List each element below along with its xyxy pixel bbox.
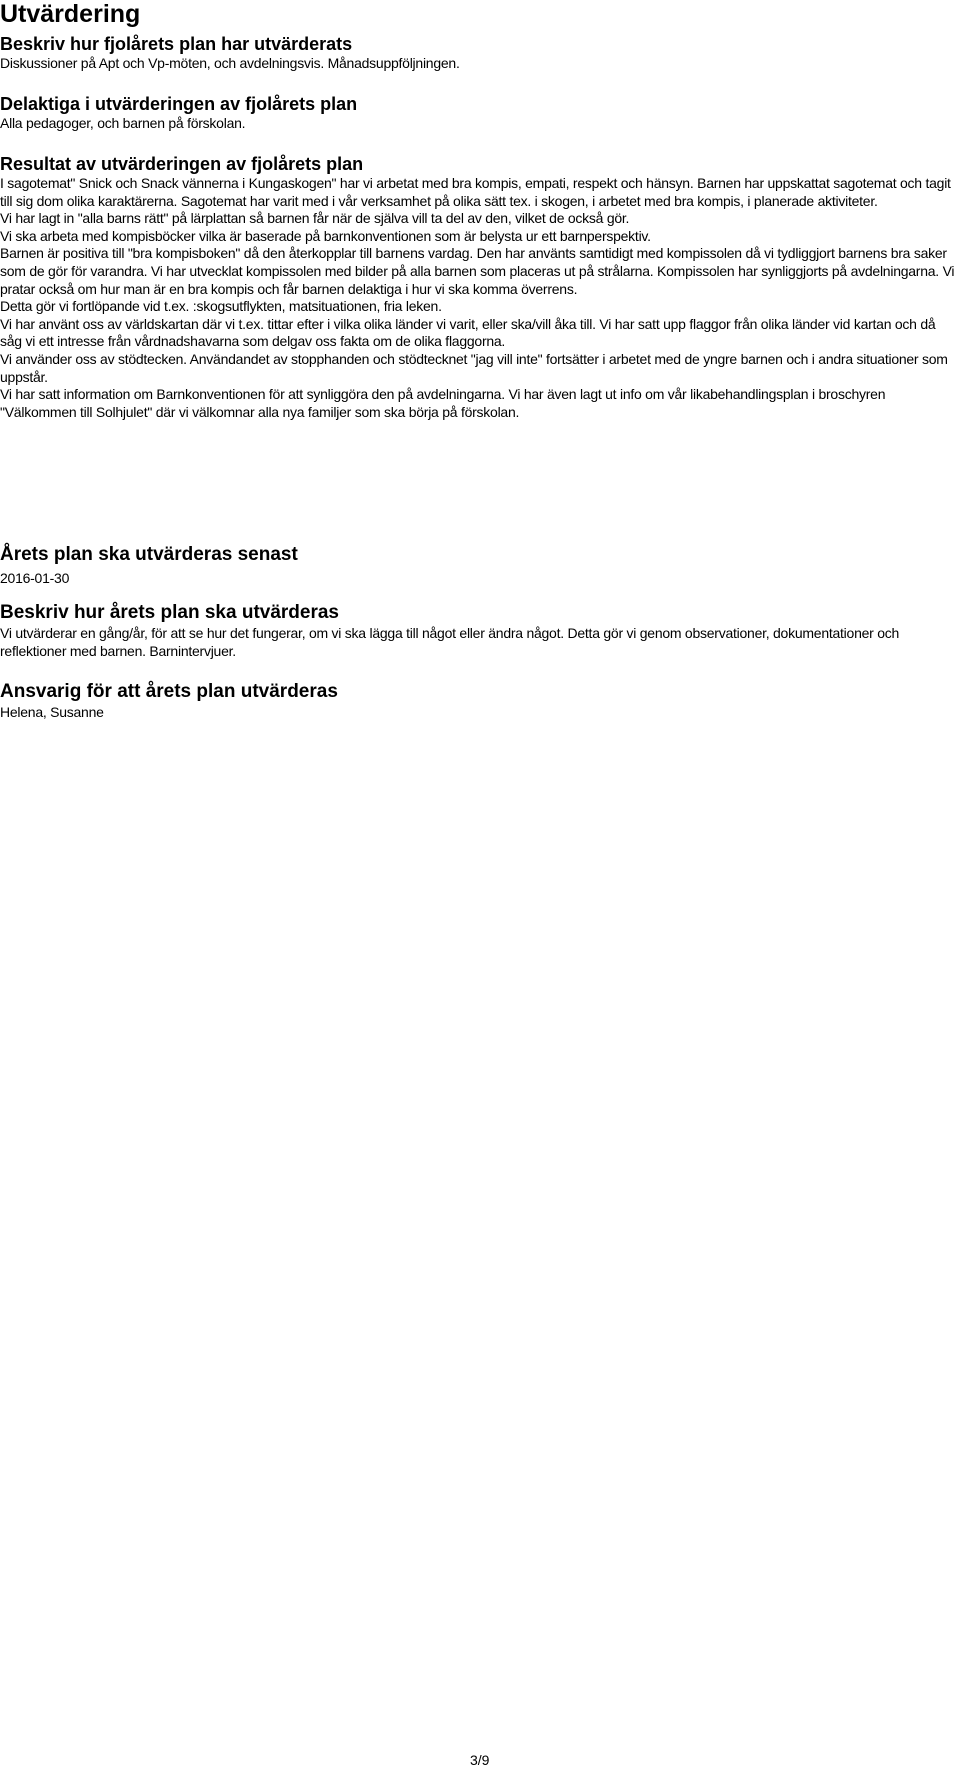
section-heading: Beskriv hur årets plan ska utvärderas bbox=[0, 602, 340, 623]
section-body bbox=[0, 704, 958, 722]
section-body bbox=[0, 175, 958, 421]
section-results bbox=[0, 153, 958, 421]
responsible-names: Helena, Susanne bbox=[0, 704, 104, 720]
paragraph: Vi ska arbeta med kompisböcker vilka är baserade på barnkonventionen som är belysta ur ett barnperspektiv. bbox=[0, 227, 651, 244]
paragraph: Detta gör vi fortlöpande vid t.ex. :skogsutflykten, matsituationen, fria leken. bbox=[0, 298, 442, 315]
section-heading: Ansvarig för att årets plan utvärderas bbox=[0, 681, 338, 702]
paragraph: Vi utvärderar en gång/år, för att se hur det fungerar, om vi ska lägga till något eller ändra något. Detta gör vi genom observationer, dokumentationer och reflektioner med barnen. Barnintervjuer. bbox=[0, 625, 900, 659]
section-body bbox=[0, 115, 958, 133]
section-body bbox=[0, 625, 958, 660]
section-body bbox=[0, 55, 958, 73]
paragraph: Alla pedagoger, och barnen på förskolan. bbox=[0, 115, 246, 131]
paragraph: Vi har lagt in "alla barns rätt" på lärplattan så barnen får när de själva vill ta del av den, vilket de också gör. bbox=[0, 210, 630, 227]
paragraph: Diskussioner på Apt och Vp-möten, och avdelningsvis. Månadsuppföljningen. bbox=[0, 55, 460, 71]
paragraph: I sagotemat" Snick och Snack vännerna i Kungaskogen" har vi arbetat med bra kompis, empati, respekt och hänsyn. Barnen har uppskattat sagotemat och tagit till sig dom olika karaktärerna. Sagotemat har varit med i vår verksamhet på olika sätt tex. i skogen, i arbetet med bra kompis, i planerade aktiviteter. bbox=[0, 175, 951, 209]
page-number: 3/9 bbox=[470, 1752, 490, 1768]
section-evaluation-method bbox=[0, 33, 958, 73]
paragraph: Barnen är positiva till "bra kompisboken" då den återkopplar till barnens vardag. Den har använts samtidigt med kompissolen då vi tydliggjort barnens bra saker som de gör för varandra. Vi har utvecklat kompissolen med bilder på alla barnen som placeras ut på strålarna. Kompissolen har synliggjorts på avdelningarna. Vi pratar också om hur man är en bra kompis och får barnen delaktiga i hur vi ska komma överrens. bbox=[0, 245, 955, 297]
page-title: Utvärdering bbox=[0, 0, 141, 28]
section-body bbox=[0, 570, 958, 588]
section-participants bbox=[0, 93, 958, 133]
section-heading: Beskriv hur fjolårets plan har utvärderats bbox=[0, 34, 353, 54]
section-heading: Årets plan ska utvärderas senast bbox=[0, 544, 298, 565]
paragraph: Vi har använt oss av världskartan där vi t.ex. tittar efter i vilka olika länder vi varit, eller ska/vill åka till. Vi har satt upp flaggor från olika länder vid kartan och då såg vi ett intresse från vårdnadshavarna som delgav oss fakta om de olika flaggorna. bbox=[0, 315, 936, 350]
section-evaluation-plan bbox=[0, 601, 958, 660]
deadline-date: 2016-01-30 bbox=[0, 570, 70, 586]
paragraph: Vi använder oss av stödtecken. Användandet av stopphanden och stödtecknet "jag vill inte" fortsätter i arbetet med de yngre barnen och i andra situationer som uppstår. bbox=[0, 350, 948, 385]
paragraph: Vi har satt information om Barnkonventionen för att synliggöra den på avdelningarna. Vi har även lagt ut info om vår likabehandlingsplan i broschyren "Välkommen till Solhjulet" där vi välkomnar alla nya familjer som ska börja på förskolan. bbox=[0, 386, 886, 420]
section-evaluation-deadline bbox=[0, 543, 958, 588]
section-heading: Delaktiga i utvärderingen av fjolårets plan bbox=[0, 94, 358, 114]
section-responsible bbox=[0, 680, 958, 722]
section-heading: Resultat av utvärderingen av fjolårets plan bbox=[0, 154, 364, 174]
